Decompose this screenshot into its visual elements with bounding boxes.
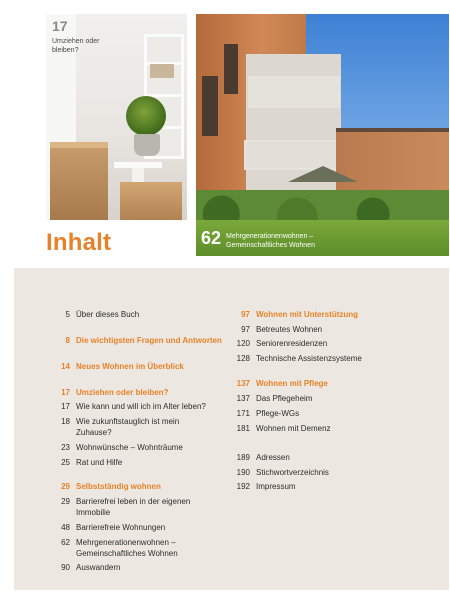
page-title: Inhalt bbox=[46, 229, 112, 256]
tile-caption: Umziehen oder bleiben? bbox=[52, 38, 100, 54]
photo-apartment-building bbox=[196, 14, 449, 256]
tile-page-number: 17 bbox=[52, 18, 68, 34]
table-of-contents: 5 Über dieses Buch 8 Die wichtigsten Fragen und Antworten 14 Neues Wohnen im Überblick 17 Umziehen oder bleiben? 17 Wie kann und will ich im Alter leben? 18 Wie zukunftstauglich ist mein Zuhause? 23 Wohnwünsche – Wohnträume 25 Rat und Hilfe 29 Selbstständig wohnen 29 Barrierefrei leben in der eigenen Immobilie 48 Barrierefreie Wohnungen 62 Mehrgenerationenwohnen – Gemeinschaftliches Wohnen 90 Auswandern 97 Wohnen mit Unterstützung 97 Betreutes Wohnen 120 Seniorenresidenzen 128 Technische Assistenzsysteme 137 Wohnen mit Pflege 137 Das Pflegeheim 171 Pflege-WGs 181 Wohnen mit Demenz 189 Adressen 190 Stichwortverzeichnis 192 Impressum bbox=[14, 268, 449, 590]
tile-caption: Mehrgenerationenwohnen – Gemeinschaftliches Wohnen bbox=[226, 233, 315, 249]
tile-page-number: 62 bbox=[201, 228, 222, 248]
